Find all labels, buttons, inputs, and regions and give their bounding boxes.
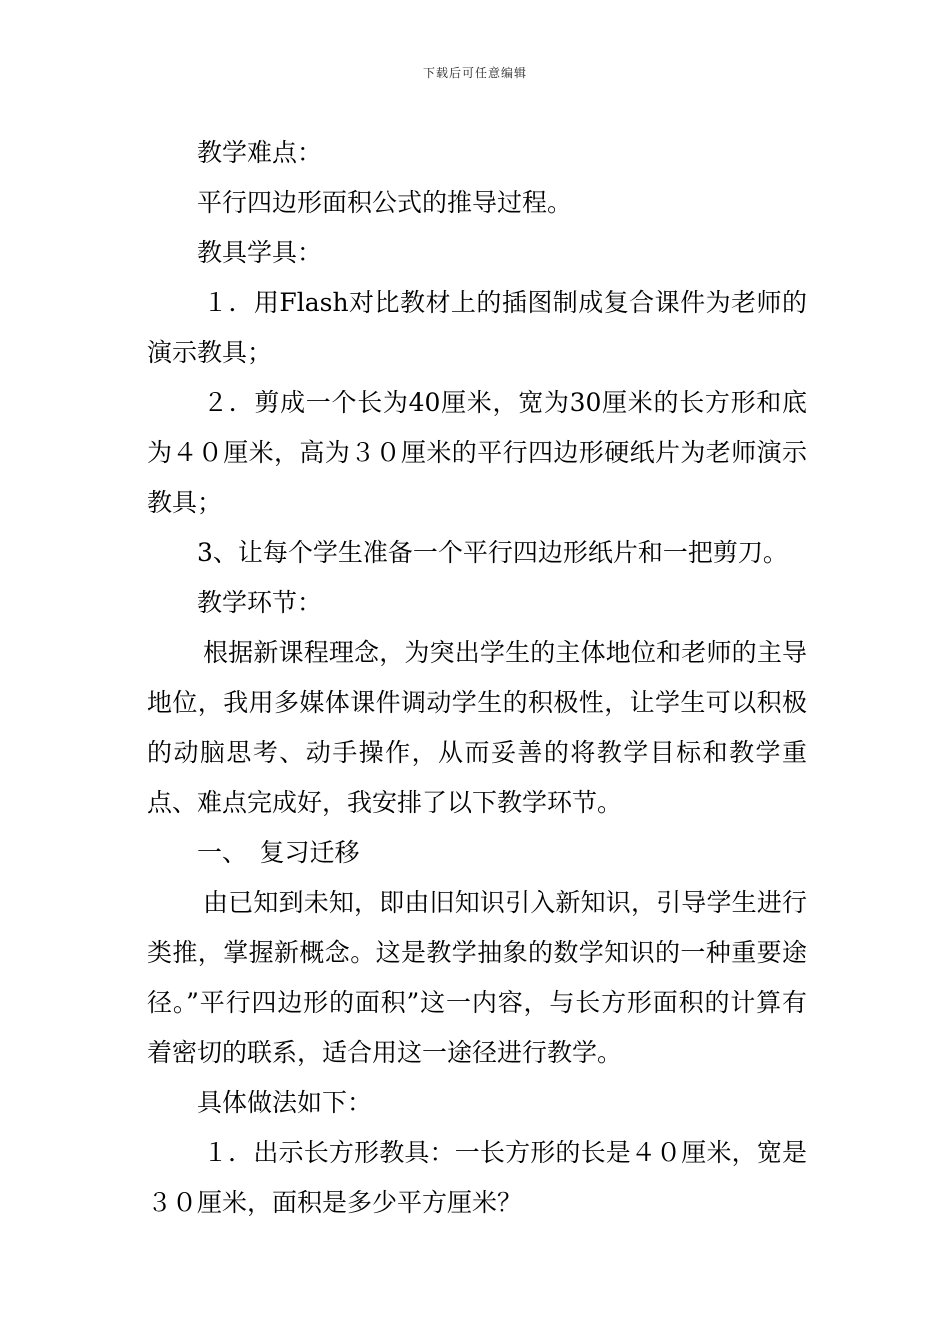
paragraph-review-detail: 由已知到未知，即由旧知识引入新知识，引导学生进行类推，掌握新概念。这是教学抽象的数学知识的一种重要途径。”平行四边形的面积”这一内容，与长方形面积的计算有着密切的联系，适合用这一途径进行教学。 — [147, 888, 807, 1067]
heading-review-transfer: 一、 复习迁移 — [197, 838, 360, 867]
list-item-tool-2: ２．剪成一个长为40厘米，宽为30厘米的长方形和底为４０厘米，高为３０厘米的平行四边形硬纸片为老师演示教具； — [147, 388, 807, 517]
paragraph-steps-intro: 根据新课程理念，为突出学生的主体地位和老师的主导地位，我用多媒体课件调动学生的积极性，让学生可以积极的动脑思考、动手操作，从而妥善的将教学目标和教学重点、难点完成好，我安排了以下教学环节。 — [147, 638, 807, 817]
document-body — [147, 128, 807, 1228]
heading-teaching-tools: 教具学具： — [197, 238, 323, 267]
list-item-method-1: １．出示长方形教具：一长方形的长是４０厘米，宽是３０厘米，面积是多少平方厘米？ — [147, 1138, 807, 1217]
paragraph-difficulty-detail: 平行四边形面积公式的推导过程。 — [197, 188, 573, 217]
list-item-tool-1: １．用Flash对比教材上的插图制成复合课件为老师的演示教具； — [147, 288, 807, 367]
list-item-tool-3: 3、让每个学生准备一个平行四边形纸片和一把剪刀。 — [197, 538, 788, 567]
heading-teaching-steps: 教学环节： — [197, 588, 323, 617]
page-header: 下载后可任意编辑 — [422, 66, 527, 80]
heading-method: 具体做法如下： — [197, 1088, 373, 1117]
heading-teaching-difficulty: 教学难点： — [197, 138, 323, 167]
